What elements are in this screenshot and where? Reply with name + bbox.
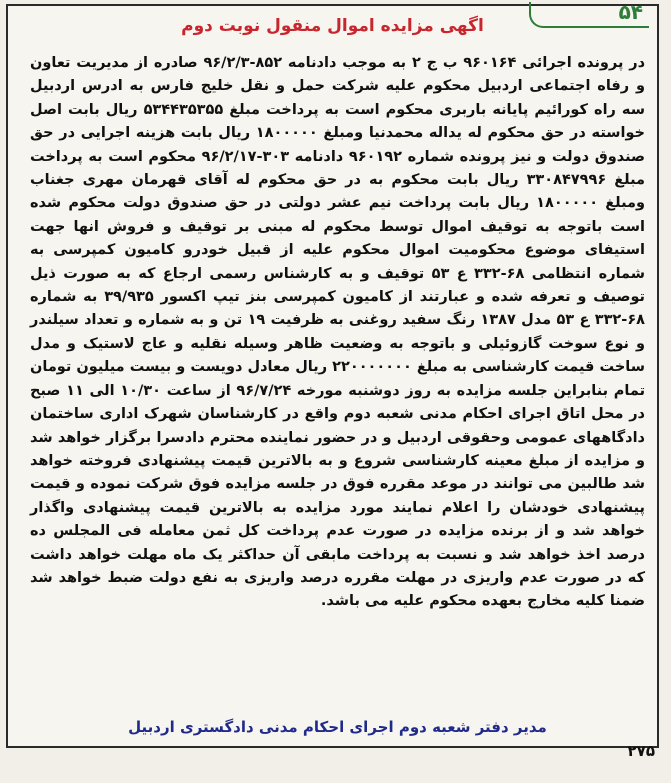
- corner-handwritten-mark: ۵۴: [529, 2, 649, 28]
- page-number: ۲۷۵: [627, 742, 655, 760]
- notice-signature: مدیر دفتر شعبه دوم اجرای احکام مدنی دادگستری اردبیل: [128, 718, 547, 736]
- notice-body: در پرونده اجرائی ۹۶۰۱۶۴ ب ج ۲ به موجب دادنامه ۸۵۲-۹۶/۲/۳ صادره از مدیریت تعاون و رفاه اجتماعی اردبیل محکوم علیه شرکت حمل و نقل خلیج فارس به ادرس اردبیل سه راه کورائیم پایانه باربری محکوم است به پرداخت مبلغ ۵۳۴۴۳۵۳۵۵ ریال بابت اصل خواسته در حق محکوم له یداله محمدنیا ومبلغ ۱۸۰۰۰۰۰ ریال بابت هزینه اجرایی در حق صندوق دولت و نیز پرونده شماره ۹۶۰۱۹۲ دادنامه ۳۰۳-۹۶/۲/۱۷ محکوم است به پرداخت مبلغ ۳۳۰۸۴۷۹۹۶ ریال بابت محکوم به در حق محکوم له آقای قهرمان مهری جغناب ومبلغ ۱۸۰۰۰۰۰ ریال بابت پرداخت نیم عشر دولتی در حق صندوق دولت محکوم شده است باتوجه به توقیف اموال توسط محکوم له مبنی بر توقیف و فروش انها جهت استیفای موضوع محکومیت اموال محکوم علیه از قبیل خودرو کامیون کمپرسی به شماره انتظامی ۶۸-۳۳۲ ع ۵۳ توقیف و به کارشناس رسمی ارجاع که به صورت ذیل توصیف و تعرفه شده و عبارتند از کامیون کمپرسی بنز تیپ اکسور ۳۹/۹۳۵ به شماره ۶۸-۳۳۲ ع ۵۳ مدل ۱۳۸۷ رنگ سفید روغنی به ظرفیت ۱۹ تن و به شماره و تعداد سیلندر و نوع سوخت گازوئیلی و باتوجه به وضعیت ظاهر وسیله نقلیه و عاج لاستیک و مدل ساخت قیمت کارشناسی به مبلغ ۲۲۰۰۰۰۰۰۰ ریال معادل دویست و بیست میلیون تومان تمام بنابراین جلسه مزایده به روز دوشنبه مورخه ۹۶/۷/۲۴ از ساعت ۱۰/۳۰ الی ۱۱ صبح در محل اتاق اجرای احکام مدنی شعبه دوم واقع در کارشناسان شهرک اداری ساختمان دادگاههای عمومی وحقوقی اردبیل و در حضور نماینده محترم دادسرا برگزار خواهد شد و مزایده از مبلغ معینه کارشناسی شروع و به بالاترین قیمت پیشنهادی فروخته خواهد شد طالبین می توانند در موعد مقرره فوق در جلسه مزایده فوق شرکت نموده و قیمت پیشنهادی خودشان را اعلام نمایند مورد مزایده به بالاترین قیمت پیشنهادی واگذار خواهد شد و از برنده مزایده در صورت عدم پرداخت کل ثمن معامله فی المجلس ده درصد اخذ خواهد شد و نسبت به پرداخت مابقی آن حداکثر یک ماه مهلت خواهد داشت که در صورت عدم واریزی در مهلت مقرره درصد واریزی به نفع دولت ضبط خواهد شد ضمنا کلیه مخارج بعهده محکوم علیه می باشد.: [30, 55, 646, 610]
- notice-title: اگهی مزایده اموال منقول نوبت دوم: [181, 16, 484, 36]
- notice-frame: [6, 0, 659, 748]
